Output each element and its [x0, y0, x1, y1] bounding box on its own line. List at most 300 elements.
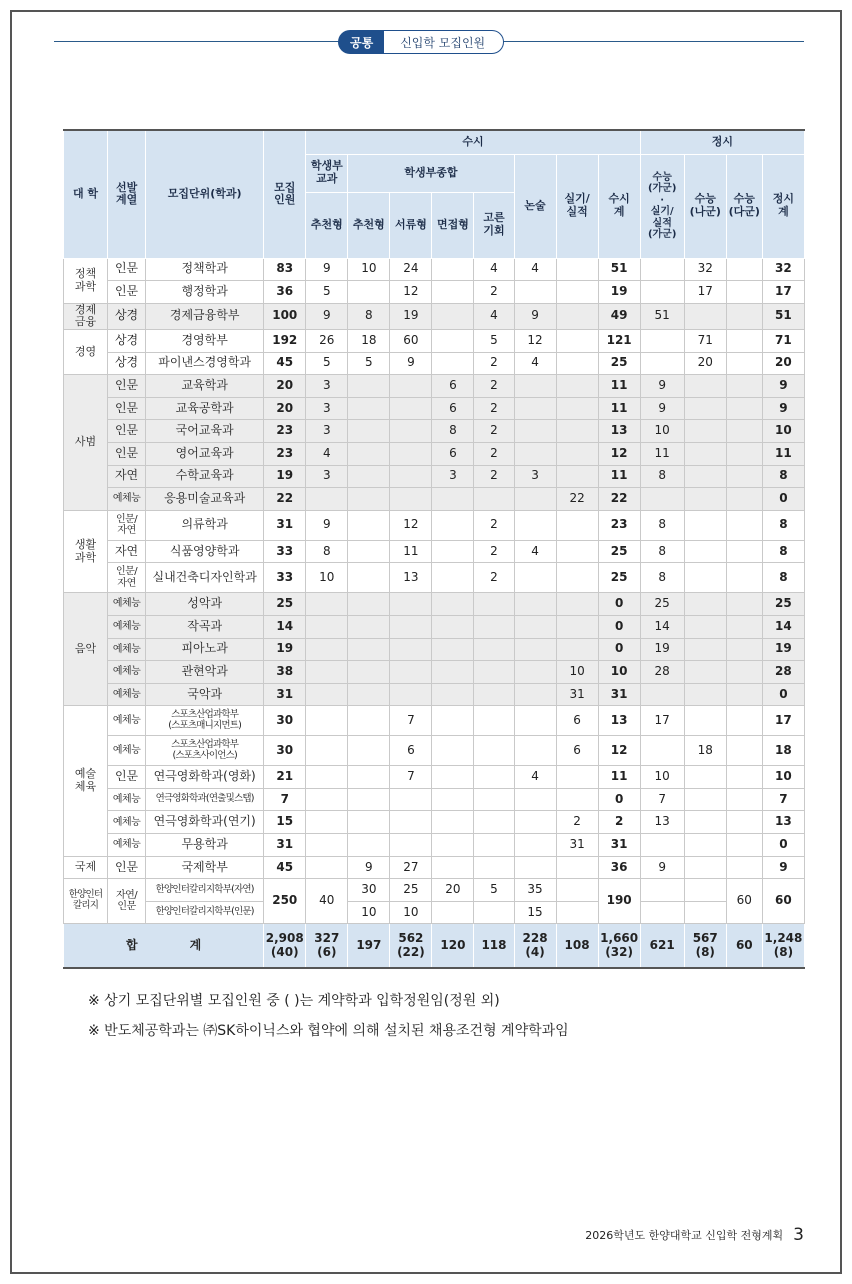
table-row: [64, 901, 805, 924]
value-cell: [390, 683, 432, 706]
value-cell: [432, 281, 474, 304]
col-quota: 모집 인원: [264, 130, 306, 258]
table-row: [64, 352, 805, 375]
quota-cell: 25: [264, 593, 306, 616]
value-cell: [306, 593, 348, 616]
value-cell: 51: [640, 303, 684, 329]
value-cell: 4: [474, 303, 514, 329]
value-cell: [432, 329, 474, 352]
unit-cell: 의류학과: [146, 510, 264, 540]
table-row: [64, 879, 805, 902]
value-cell: 3: [306, 465, 348, 488]
value-cell: 9: [390, 352, 432, 375]
total-label: [64, 924, 264, 968]
value-cell: [684, 811, 726, 834]
value-cell: 28: [762, 661, 804, 684]
value-cell: [556, 303, 598, 329]
value-cell: [726, 375, 762, 398]
track-cell: 예체능: [108, 683, 146, 706]
table-row: [64, 465, 805, 488]
value-cell: 10: [556, 661, 598, 684]
track-cell: 인문/ 자연: [108, 510, 146, 540]
value-cell: 14: [762, 615, 804, 638]
quota-cell: 14: [264, 615, 306, 638]
value-cell: 0: [598, 615, 640, 638]
value-cell: 9: [306, 303, 348, 329]
value-cell: [514, 706, 556, 736]
college-cell: 사범: [64, 375, 108, 511]
track-cell: 자연: [108, 465, 146, 488]
value-cell: 4: [514, 352, 556, 375]
table-row: [64, 281, 805, 304]
value-cell: [514, 638, 556, 661]
unit-cell: 정책학과: [146, 258, 264, 281]
track-cell: 인문: [108, 258, 146, 281]
total-label-2: 계: [189, 937, 202, 952]
table-row: [64, 397, 805, 420]
total-cell: 108: [556, 924, 598, 968]
total-cell: 2,908 (40): [264, 924, 306, 968]
value-cell: [556, 420, 598, 443]
value-cell: [432, 661, 474, 684]
value-cell: 2: [474, 465, 514, 488]
value-cell: 190: [598, 879, 640, 924]
value-cell: 11: [598, 465, 640, 488]
section-badge: 공통: [338, 30, 385, 54]
value-cell: 4: [514, 766, 556, 789]
value-cell: [684, 683, 726, 706]
table-row: [64, 638, 805, 661]
value-cell: [556, 352, 598, 375]
total-cell: 1,248 (8): [762, 924, 804, 968]
value-cell: [474, 683, 514, 706]
page-number: 3: [793, 1225, 804, 1245]
value-cell: [348, 638, 390, 661]
col-susi-total: 수시 계: [598, 154, 640, 258]
value-cell: 40: [306, 879, 348, 924]
value-cell: 7: [390, 766, 432, 789]
value-cell: 25: [598, 563, 640, 593]
col-suneung-ga: 수능 (가군) · 실기/ 실적 (가군): [640, 154, 684, 258]
quota-cell: 100: [264, 303, 306, 329]
value-cell: 8: [762, 465, 804, 488]
value-cell: [726, 442, 762, 465]
value-cell: [514, 563, 556, 593]
unit-cell: 연극영화학과(영화): [146, 766, 264, 789]
quota-cell: 19: [264, 638, 306, 661]
value-cell: 2: [474, 281, 514, 304]
value-cell: 10: [390, 901, 432, 924]
value-cell: 22: [598, 488, 640, 511]
quota-cell: 31: [264, 683, 306, 706]
total-cell: 228 (4): [514, 924, 556, 968]
table-row: [64, 834, 805, 857]
unit-cell: 한양인터칼리지학부(자연): [146, 879, 264, 902]
value-cell: [726, 856, 762, 879]
value-cell: 19: [598, 281, 640, 304]
value-cell: 9: [762, 375, 804, 398]
value-cell: [514, 788, 556, 811]
value-cell: [556, 788, 598, 811]
value-cell: [640, 901, 684, 924]
value-cell: [684, 661, 726, 684]
col-recommend-comp: 추천형: [348, 192, 390, 258]
value-cell: [640, 834, 684, 857]
value-cell: [348, 683, 390, 706]
value-cell: 6: [432, 442, 474, 465]
unit-cell: 관현악과: [146, 661, 264, 684]
value-cell: [556, 375, 598, 398]
value-cell: [726, 661, 762, 684]
value-cell: [306, 661, 348, 684]
unit-cell: 교육공학과: [146, 397, 264, 420]
value-cell: 18: [684, 736, 726, 766]
value-cell: [348, 615, 390, 638]
track-cell: 예체능: [108, 736, 146, 766]
note-semiconductor: ※ 반도체공학과는 ㈜SK하이닉스와 협약에 의해 설치된 채용조건형 계약학과임: [88, 1023, 569, 1039]
value-cell: 17: [762, 706, 804, 736]
table-row: [64, 593, 805, 616]
quota-cell: 33: [264, 563, 306, 593]
value-cell: [348, 563, 390, 593]
track-cell: 인문/ 자연: [108, 563, 146, 593]
value-cell: [726, 638, 762, 661]
value-cell: [514, 736, 556, 766]
value-cell: [514, 397, 556, 420]
value-cell: [726, 540, 762, 563]
total-cell: 120: [432, 924, 474, 968]
value-cell: 2: [556, 811, 598, 834]
value-cell: [348, 834, 390, 857]
unit-cell: 국제학부: [146, 856, 264, 879]
value-cell: [514, 442, 556, 465]
value-cell: 5: [306, 281, 348, 304]
page-footer: [585, 1225, 804, 1245]
unit-cell: 경제금융학부: [146, 303, 264, 329]
quota-cell: 22: [264, 488, 306, 511]
unit-cell: 작곡과: [146, 615, 264, 638]
value-cell: 2: [474, 420, 514, 443]
value-cell: 8: [306, 540, 348, 563]
value-cell: [726, 766, 762, 789]
value-cell: [306, 834, 348, 857]
value-cell: 12: [514, 329, 556, 352]
value-cell: 71: [762, 329, 804, 352]
unit-cell: 연극영화학과(연기): [146, 811, 264, 834]
track-cell: 자연: [108, 540, 146, 563]
value-cell: 6: [390, 736, 432, 766]
value-cell: 71: [684, 329, 726, 352]
value-cell: [306, 615, 348, 638]
track-cell: 인문: [108, 766, 146, 789]
value-cell: [474, 706, 514, 736]
value-cell: [348, 766, 390, 789]
value-cell: [556, 856, 598, 879]
unit-cell: 식품영양학과: [146, 540, 264, 563]
value-cell: 12: [390, 510, 432, 540]
quota-cell: 30: [264, 736, 306, 766]
value-cell: [306, 788, 348, 811]
col-suneung-da: 수능 (다군): [726, 154, 762, 258]
quota-cell: 23: [264, 442, 306, 465]
college-cell: 경제 금융: [64, 303, 108, 329]
value-cell: [556, 397, 598, 420]
value-cell: 14: [640, 615, 684, 638]
value-cell: 11: [598, 397, 640, 420]
value-cell: 2: [474, 352, 514, 375]
value-cell: [556, 879, 598, 902]
value-cell: 4: [306, 442, 348, 465]
college-cell: 경영: [64, 329, 108, 374]
value-cell: [684, 540, 726, 563]
value-cell: [474, 766, 514, 789]
col-practical: 실기/ 실적: [556, 154, 598, 258]
unit-cell: 무용학과: [146, 834, 264, 857]
col-track: 선발 계열: [108, 130, 146, 258]
value-cell: 32: [684, 258, 726, 281]
table-row: [64, 442, 805, 465]
value-cell: 9: [306, 510, 348, 540]
value-cell: [556, 638, 598, 661]
value-cell: [514, 834, 556, 857]
value-cell: [348, 811, 390, 834]
value-cell: [348, 540, 390, 563]
note-contract: ※ 상기 모집단위별 모집인원 중 ( )는 계약학과 입학정원임(정원 외): [88, 993, 500, 1009]
quota-cell: 45: [264, 856, 306, 879]
value-cell: [684, 563, 726, 593]
value-cell: 2: [474, 563, 514, 593]
quota-cell: 33: [264, 540, 306, 563]
value-cell: [726, 303, 762, 329]
value-cell: 2: [474, 510, 514, 540]
value-cell: [514, 615, 556, 638]
value-cell: [684, 593, 726, 616]
value-cell: [348, 488, 390, 511]
value-cell: [432, 615, 474, 638]
value-cell: 12: [598, 736, 640, 766]
value-cell: 8: [762, 510, 804, 540]
value-cell: [684, 638, 726, 661]
admission-quota-table: [63, 129, 805, 969]
value-cell: 18: [762, 736, 804, 766]
value-cell: [390, 397, 432, 420]
value-cell: [684, 766, 726, 789]
value-cell: [514, 811, 556, 834]
value-cell: 60: [390, 329, 432, 352]
value-cell: [726, 397, 762, 420]
track-cell: 예체능: [108, 615, 146, 638]
value-cell: [390, 788, 432, 811]
value-cell: 15: [514, 901, 556, 924]
value-cell: 7: [640, 788, 684, 811]
col-susi: 수시: [306, 130, 640, 154]
value-cell: 6: [556, 736, 598, 766]
quota-cell: 38: [264, 661, 306, 684]
table-row: [64, 811, 805, 834]
value-cell: [684, 879, 726, 902]
value-cell: 17: [640, 706, 684, 736]
value-cell: 7: [390, 706, 432, 736]
value-cell: [726, 352, 762, 375]
value-cell: 6: [432, 397, 474, 420]
unit-cell: 영어교육과: [146, 442, 264, 465]
value-cell: [684, 420, 726, 443]
value-cell: [726, 593, 762, 616]
value-cell: 9: [348, 856, 390, 879]
value-cell: 3: [306, 397, 348, 420]
value-cell: 25: [598, 352, 640, 375]
value-cell: 10: [348, 258, 390, 281]
unit-cell: 수학교육과: [146, 465, 264, 488]
value-cell: 2: [598, 811, 640, 834]
track-cell: 인문: [108, 420, 146, 443]
quota-cell: 23: [264, 420, 306, 443]
value-cell: [474, 638, 514, 661]
value-cell: 26: [306, 329, 348, 352]
value-cell: [306, 766, 348, 789]
value-cell: [726, 706, 762, 736]
value-cell: [640, 281, 684, 304]
value-cell: [432, 788, 474, 811]
unit-cell: 파이낸스경영학과: [146, 352, 264, 375]
value-cell: 19: [640, 638, 684, 661]
value-cell: 11: [762, 442, 804, 465]
col-interview: 면접형: [432, 192, 474, 258]
value-cell: [432, 563, 474, 593]
value-cell: [390, 834, 432, 857]
value-cell: [348, 706, 390, 736]
quota-cell: 20: [264, 397, 306, 420]
value-cell: 11: [598, 375, 640, 398]
unit-cell: 스포츠산업과학부 (스포츠매니지먼트): [146, 706, 264, 736]
value-cell: [640, 258, 684, 281]
col-essay: 논술: [514, 154, 556, 258]
value-cell: [684, 510, 726, 540]
value-cell: 13: [390, 563, 432, 593]
value-cell: [556, 258, 598, 281]
value-cell: 31: [556, 834, 598, 857]
value-cell: 9: [762, 856, 804, 879]
track-cell: 예체능: [108, 706, 146, 736]
value-cell: [348, 593, 390, 616]
unit-cell: 국악과: [146, 683, 264, 706]
value-cell: [514, 488, 556, 511]
table-row: [64, 706, 805, 736]
unit-cell: 응용미술교육과: [146, 488, 264, 511]
total-cell: 621: [640, 924, 684, 968]
value-cell: [348, 375, 390, 398]
value-cell: [726, 329, 762, 352]
value-cell: 5: [348, 352, 390, 375]
value-cell: 10: [640, 766, 684, 789]
quota-cell: 19: [264, 465, 306, 488]
value-cell: [432, 736, 474, 766]
unit-cell: 경영학부: [146, 329, 264, 352]
quota-cell: 36: [264, 281, 306, 304]
value-cell: [556, 540, 598, 563]
college-cell: 정책 과학: [64, 258, 108, 303]
value-cell: [726, 281, 762, 304]
unit-cell: 스포츠산업과학부 (스포츠사이언스): [146, 736, 264, 766]
value-cell: [306, 736, 348, 766]
value-cell: [474, 901, 514, 924]
value-cell: [432, 683, 474, 706]
unit-cell: 국어교육과: [146, 420, 264, 443]
value-cell: 5: [474, 879, 514, 902]
track-cell: 예체능: [108, 638, 146, 661]
col-college: 대 학: [64, 130, 108, 258]
value-cell: [474, 811, 514, 834]
value-cell: 10: [306, 563, 348, 593]
value-cell: [640, 329, 684, 352]
table-row: [64, 788, 805, 811]
value-cell: 9: [640, 397, 684, 420]
value-cell: 9: [640, 375, 684, 398]
value-cell: [432, 488, 474, 511]
value-cell: [556, 593, 598, 616]
value-cell: 9: [306, 258, 348, 281]
value-cell: [726, 615, 762, 638]
value-cell: 0: [598, 788, 640, 811]
college-cell: 예술 체육: [64, 706, 108, 856]
value-cell: [432, 638, 474, 661]
value-cell: 5: [474, 329, 514, 352]
value-cell: 12: [390, 281, 432, 304]
value-cell: [640, 736, 684, 766]
value-cell: [556, 615, 598, 638]
value-cell: [348, 442, 390, 465]
value-cell: [726, 788, 762, 811]
value-cell: 3: [432, 465, 474, 488]
value-cell: 8: [640, 465, 684, 488]
table-row: [64, 661, 805, 684]
col-recommend-subject: 추천형: [306, 192, 348, 258]
quota-cell: 83: [264, 258, 306, 281]
value-cell: 3: [306, 375, 348, 398]
value-cell: 31: [598, 683, 640, 706]
section-header: [338, 30, 504, 54]
value-cell: [306, 638, 348, 661]
track-cell: 인문: [108, 397, 146, 420]
table-row: [64, 766, 805, 789]
unit-cell: 성악과: [146, 593, 264, 616]
quota-cell: 30: [264, 706, 306, 736]
value-cell: [348, 465, 390, 488]
value-cell: 7: [762, 788, 804, 811]
value-cell: [390, 638, 432, 661]
table-row: [64, 375, 805, 398]
col-unit: 모집단위(학과): [146, 130, 264, 258]
value-cell: [726, 834, 762, 857]
value-cell: 31: [556, 683, 598, 706]
value-cell: 8: [762, 540, 804, 563]
track-cell: 상경: [108, 352, 146, 375]
value-cell: 17: [684, 281, 726, 304]
value-cell: [514, 661, 556, 684]
value-cell: 11: [598, 766, 640, 789]
value-cell: 19: [762, 638, 804, 661]
track-cell: 예체능: [108, 488, 146, 511]
value-cell: [684, 465, 726, 488]
value-cell: 9: [514, 303, 556, 329]
value-cell: 8: [762, 563, 804, 593]
track-cell: 상경: [108, 329, 146, 352]
value-cell: [474, 661, 514, 684]
value-cell: 24: [390, 258, 432, 281]
value-cell: [348, 736, 390, 766]
value-cell: 51: [598, 258, 640, 281]
value-cell: [348, 281, 390, 304]
